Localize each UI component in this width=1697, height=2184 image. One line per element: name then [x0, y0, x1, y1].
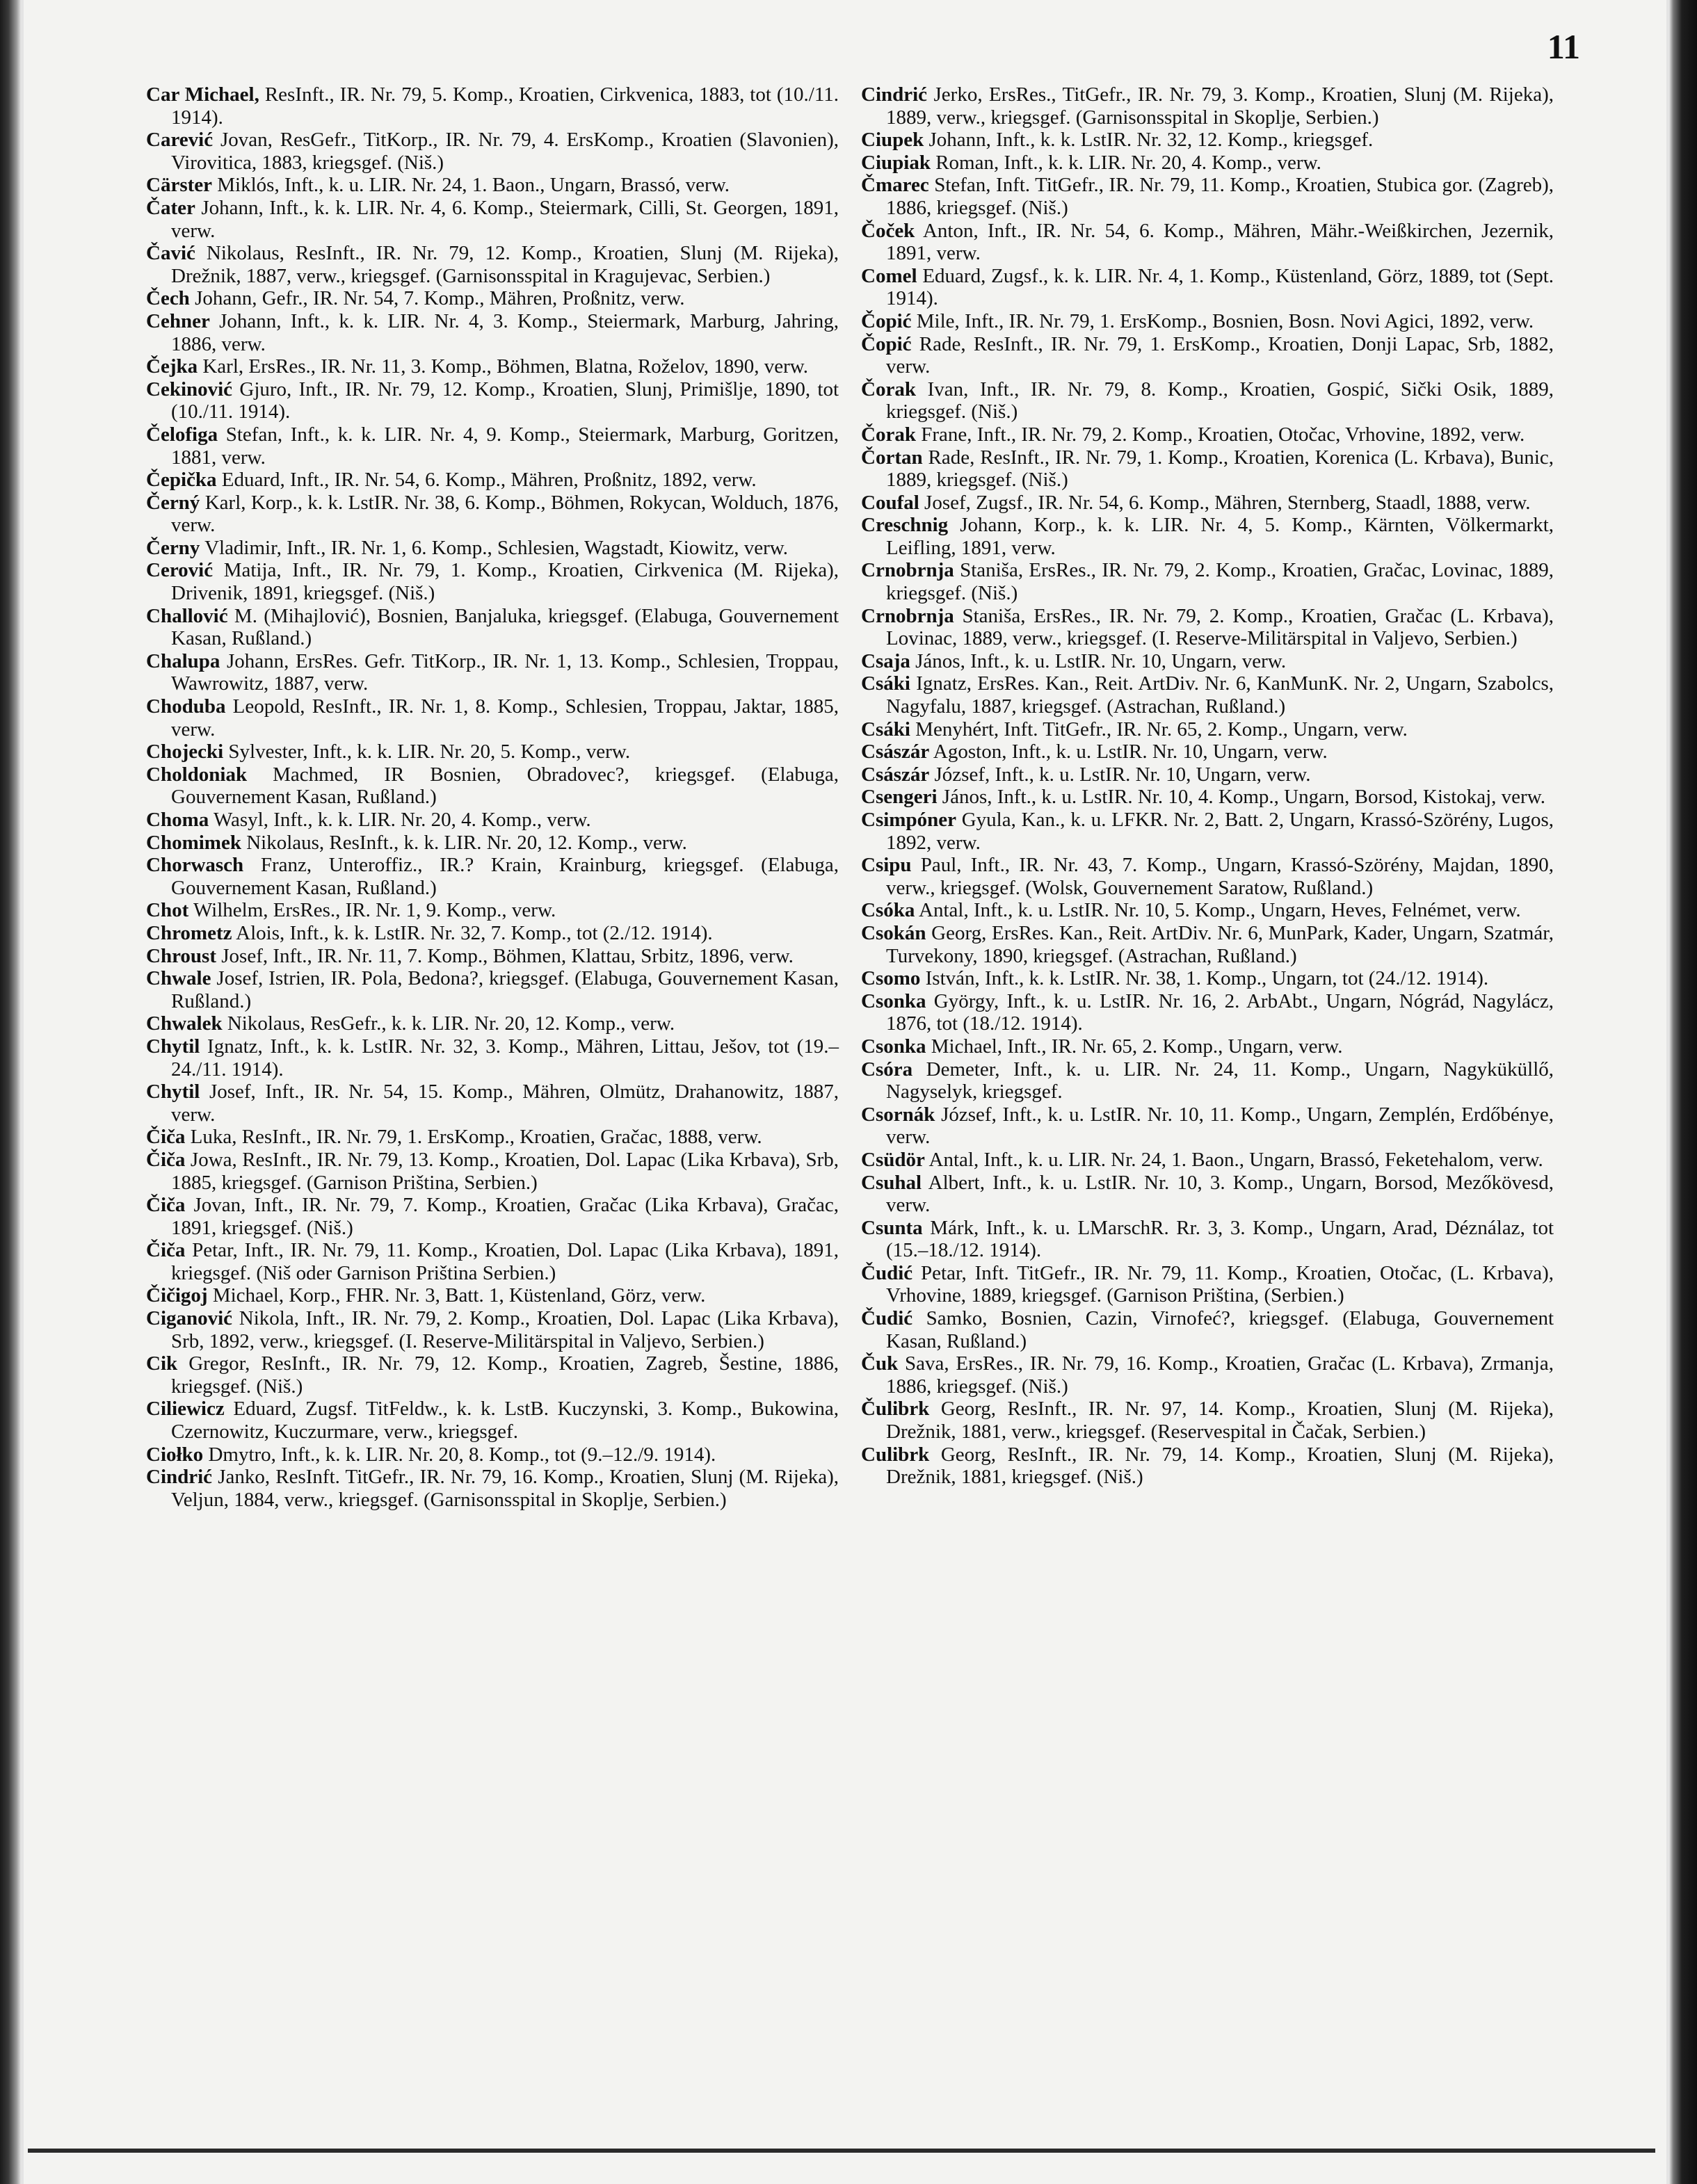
- entry-surname: Csáki: [861, 672, 910, 695]
- entry-surname: Čoček: [861, 219, 915, 242]
- entry-details: Antal, Inft., k. u. LstIR. Nr. 10, 5. Komp., Ungarn, Heves, Felnémet, verw.: [919, 899, 1521, 922]
- casualty-entry: [146, 809, 839, 832]
- casualty-entry: [146, 741, 839, 763]
- entry-details: Johann, ErsRes. Gefr. TitKorp., IR. Nr. 1, 13. Komp., Schlesien, Troppau, Wawrowitz, 1887, verw.: [171, 649, 839, 695]
- casualty-entry: [146, 1239, 839, 1284]
- entry-surname: Čelofiga: [146, 423, 218, 446]
- casualty-entry: [146, 1012, 839, 1035]
- casualty-entry: [146, 355, 839, 378]
- entry-surname: Carević: [146, 129, 214, 152]
- entry-details: István, Inft., k. k. LstIR. Nr. 38, 1. Komp., Ungarn, tot (24./12. 1914).: [925, 967, 1489, 990]
- entry-surname: Čiča: [146, 1126, 186, 1149]
- casualty-entry: [861, 1149, 1554, 1172]
- entry-details: Stefan, Inft. TitGefr., IR. Nr. 79, 11. Komp., Kroatien, Stubica gor. (Zagreb), 1886, kriegsgef. (Niš.): [886, 174, 1554, 219]
- casualty-entry: [146, 310, 839, 355]
- entry-surname: Čorak: [861, 423, 916, 446]
- entry-surname: Challović: [146, 604, 228, 627]
- entry-surname: Cik: [146, 1352, 178, 1375]
- casualty-entry: [861, 446, 1554, 492]
- entry-details: Johann, Gefr., IR. Nr. 54, 7. Komp., Mähren, Proßnitz, verw.: [195, 287, 685, 310]
- entry-details: Johann, Korp., k. k. LIR. Nr. 4, 5. Komp., Kärnten, Völkermarkt, Leifling, 1891, verw.: [886, 514, 1554, 559]
- entry-details: Gyula, Kan., k. u. LFKR. Nr. 2, Batt. 2, Ungarn, Krassó-Szörény, Lugos, 1892, verw.: [886, 809, 1554, 854]
- entry-details: Nikolaus, ResGefr., k. k. LIR. Nr. 20, 12. Komp., verw.: [227, 1012, 675, 1035]
- entry-details: János, Inft., k. u. LstIR. Nr. 10, 4. Komp., Ungarn, Borsod, Kistokaj, verw.: [942, 786, 1546, 809]
- entry-surname: Ciupiak: [861, 151, 931, 174]
- casualty-entry: [146, 423, 839, 469]
- casualty-entry: [861, 809, 1554, 854]
- entry-details: Eduard, Zugsf. TitFeldw., k. k. LstB. Kuczynski, 3. Komp., Bukowina, Czernowitz, Kuczurmare, verw., kriegsgef.: [171, 1398, 839, 1443]
- casualty-entry: [146, 1081, 839, 1126]
- entry-details: Vladimir, Inft., IR. Nr. 1, 6. Komp., Schlesien, Wagstadt, Kiowitz, verw.: [204, 536, 789, 559]
- entry-surname: Čičigoj: [146, 1284, 208, 1307]
- casualty-entry: [861, 310, 1554, 333]
- casualty-entry: [861, 1398, 1554, 1443]
- casualty-entry: [861, 514, 1554, 559]
- casualty-entry: [861, 559, 1554, 604]
- casualty-entry: [146, 1466, 839, 1511]
- casualty-entry: [146, 899, 839, 922]
- casualty-entry: [146, 242, 839, 287]
- entry-surname: Čech: [146, 287, 190, 310]
- entry-details: Machmed, IR Bosnien, Obradovec?, kriegsgef. (Elabuga, Gouvernement Kasan, Rußland.): [171, 763, 839, 809]
- casualty-entry: [861, 423, 1554, 446]
- entry-details: Eduard, Zugsf., k. k. LIR. Nr. 4, 1. Komp., Küstenland, Görz, 1889, tot (Sept. 1914).: [886, 264, 1554, 310]
- entry-details: Alois, Inft., k. k. LstIR. Nr. 32, 7. Komp., tot (2./12. 1914).: [236, 921, 713, 944]
- casualty-entry: [146, 695, 839, 741]
- entry-details: Jovan, ResGefr., TitKorp., IR. Nr. 79, 4. ErsKomp., Kroatien (Slavonien), Virovitica, 1883, kriegsgef. (Niš.): [171, 129, 839, 174]
- entry-details: Staniša, ErsRes., IR. Nr. 79, 2. Komp., Kroatien, Gračac, Lovinac, 1889, kriegsgef. (Niš.): [886, 559, 1554, 605]
- casualty-entry: [861, 718, 1554, 741]
- casualty-entry: [861, 378, 1554, 423]
- entry-details: Georg, ResInft., IR. Nr. 97, 14. Komp., Kroatien, Slunj (M. Rijeka), Drežnik, 1881, verw., kriegsgef. (Reservespital in Čačak, Serbien.): [886, 1398, 1554, 1443]
- casualty-entry: [861, 1217, 1554, 1262]
- entry-surname: Čopić: [861, 309, 912, 332]
- entry-details: Karl, ErsRes., IR. Nr. 11, 3. Komp., Böhmen, Blatna, Roželov, 1890, verw.: [202, 355, 809, 378]
- entry-surname: Chytil: [146, 1081, 200, 1103]
- entry-surname: Černy: [146, 536, 200, 559]
- entry-details: Demeter, Inft., k. u. LIR. Nr. 24, 11. Komp., Ungarn, Nagyküküllő, Nagyselyk, kriegsgef.: [886, 1058, 1554, 1103]
- entry-surname: Csóra: [861, 1058, 913, 1081]
- entry-details: Sylvester, Inft., k. k. LIR. Nr. 20, 5. Komp., verw.: [228, 741, 631, 763]
- casualty-entry: [146, 945, 839, 968]
- casualty-entry: [861, 922, 1554, 967]
- entry-details: Samko, Bosnien, Cazin, Virnofeć?, kriegsgef. (Elabuga, Gouvernement Kasan, Rußland.): [886, 1307, 1554, 1352]
- entry-surname: Chytil: [146, 1035, 200, 1058]
- entry-surname: Černý: [146, 491, 200, 514]
- entry-details: Michael, Korp., FHR. Nr. 3, Batt. 1, Küstenland, Görz, verw.: [212, 1284, 706, 1307]
- entry-surname: Čepička: [146, 469, 217, 492]
- casualty-entry: [861, 650, 1554, 673]
- entry-surname: Csokán: [861, 921, 926, 944]
- casualty-entry: [146, 197, 839, 242]
- entry-details: Rade, ResInft., IR. Nr. 79, 1. Komp., Kroatien, Korenica (L. Krbava), Bunic, 1889, kriegsgef. (Niš.): [886, 446, 1554, 492]
- entry-details: Janko, ResInft. TitGefr., IR. Nr. 79, 16. Komp., Kroatien, Slunj (M. Rijeka), Veljun, 1884, verw., kriegsgef. (Garnisonsspital in Skoplje, Serbien.): [171, 1466, 839, 1511]
- left-column: [146, 83, 839, 1511]
- entry-details: Paul, Inft., IR. Nr. 43, 7. Komp., Ungarn, Krassó-Szörény, Majdan, 1890, verw., kriegsgef. (Wolsk, Gouvernement Saratow, Rußland.): [886, 854, 1554, 899]
- entry-surname: Choma: [146, 809, 209, 831]
- entry-details: Georg, ResInft., IR. Nr. 79, 14. Komp., Kroatien, Slunj (M. Rijeka), Drežnik, 1881, kriegsgef. (Niš.): [886, 1443, 1554, 1489]
- entry-surname: Čejka: [146, 355, 198, 378]
- entry-surname: Čmarec: [861, 174, 929, 197]
- entry-surname: Culibrk: [861, 1443, 930, 1466]
- casualty-entry: [861, 899, 1554, 922]
- casualty-entry: [146, 469, 839, 492]
- entry-surname: Cärster: [146, 174, 213, 197]
- entry-surname: Csunta: [861, 1216, 923, 1239]
- entry-surname: Chrometz: [146, 921, 232, 944]
- casualty-entry: [146, 1149, 839, 1194]
- entry-surname: Choldoniak: [146, 763, 248, 786]
- entry-details: Petar, Inft., IR. Nr. 79, 11. Komp., Kroatien, Dol. Lapac (Lika Krbava), 1891, kriegsgef. (Niš oder Garnison Priština Serbien.): [171, 1239, 839, 1284]
- casualty-entry: [861, 786, 1554, 809]
- document-page: [24, 0, 1666, 2184]
- casualty-entry: [861, 741, 1554, 763]
- entry-details: Sava, ErsRes., IR. Nr. 79, 16. Komp., Kroatien, Gračac (L. Krbava), Zrmanja, 1886, kriegsgef. (Niš.): [886, 1352, 1554, 1398]
- casualty-entry: [861, 1307, 1554, 1352]
- entry-details: Matija, Inft., IR. Nr. 79, 1. Komp., Kroatien, Cirkvenica (M. Rijeka), Drivenik, 1891, kriegsgef. (Niš.): [171, 559, 839, 605]
- casualty-entry: [861, 220, 1554, 265]
- casualty-entry: [146, 1398, 839, 1443]
- entry-details: Menyhért, Inft. TitGefr., IR. Nr. 65, 2. Komp., Ungarn, verw.: [915, 718, 1408, 741]
- entry-details: Josef, Inft., IR. Nr. 11, 7. Komp., Böhmen, Klattau, Srbitz, 1896, verw.: [221, 944, 794, 967]
- entry-details: Franz, Unteroffiz., IR.? Krain, Krainburg, kriegsgef. (Elabuga, Gouvernement Kasan, Rußland.): [171, 854, 839, 899]
- casualty-entry: [146, 287, 839, 310]
- entry-details: Staniša, ErsRes., IR. Nr. 79, 2. Komp., Kroatien, Gračac (L. Krbava), Lovinac, 1889, verw., kriegsgef. (I. Reserve-Militärspital in Valjevo, Serbien.): [886, 604, 1554, 650]
- casualty-entry: [861, 333, 1554, 378]
- entry-surname: Čiča: [146, 1194, 186, 1217]
- entry-details: Anton, Inft., IR. Nr. 54, 6. Komp., Mähren, Mähr.-Weißkirchen, Jezernik, 1891, verw.: [886, 219, 1554, 265]
- casualty-entry: [146, 1352, 839, 1398]
- entry-surname: Csüdör: [861, 1148, 925, 1171]
- entry-surname: Crnobrnja: [861, 559, 954, 582]
- casualty-entry: [861, 854, 1554, 899]
- casualty-entry: [861, 1103, 1554, 1149]
- entry-details: Jerko, ErsRes., TitGefr., IR. Nr. 79, 3. Komp., Kroatien, Slunj (M. Rijeka), 1889, verw., kriegsgef. (Garnisonsspital in Skoplje, Serbien.): [886, 83, 1554, 129]
- entry-details: Petar, Inft. TitGefr., IR. Nr. 79, 11. Komp., Kroatien, Otočac, (L. Krbava), Vrhovine, 1889, kriegsgef. (Garnison Priština, (Serbien.): [886, 1261, 1554, 1307]
- entry-surname: Choduba: [146, 695, 226, 718]
- entry-surname: Car Michael,: [146, 83, 259, 106]
- right-column: [861, 83, 1554, 1489]
- entry-surname: Čiča: [146, 1239, 186, 1262]
- casualty-entry: [146, 1194, 839, 1239]
- entry-surname: Cehner: [146, 309, 210, 332]
- entry-details: Johann, Inft., k. k. LIR. Nr. 4, 6. Komp., Steiermark, Cilli, St. Georgen, 1891, verw.: [171, 196, 839, 242]
- casualty-entry: [146, 1284, 839, 1307]
- entry-surname: Čuk: [861, 1352, 899, 1375]
- entry-surname: Chalupa: [146, 649, 220, 672]
- entry-details: Johann, Inft., k. k. LstIR. Nr. 32, 12. Komp., kriegsgef.: [928, 129, 1374, 152]
- entry-surname: Chroust: [146, 944, 216, 967]
- casualty-entry: [146, 559, 839, 604]
- entry-details: Eduard, Inft., IR. Nr. 54, 6. Komp., Mähren, Proßnitz, 1892, verw.: [221, 469, 757, 492]
- entry-details: Nikolaus, ResInft., k. k. LIR. Nr. 20, 12. Komp., verw.: [246, 831, 687, 854]
- entry-surname: Ciołko: [146, 1443, 204, 1466]
- casualty-entry: [861, 967, 1554, 990]
- entry-surname: Cindrić: [146, 1466, 213, 1489]
- entry-surname: Crnobrnja: [861, 604, 954, 627]
- entry-details: Ivan, Inft., IR. Nr. 79, 8. Komp., Kroatien, Gospić, Sički Osik, 1889, kriegsgef. (Niš.): [886, 378, 1554, 423]
- entry-surname: Chomimek: [146, 831, 241, 854]
- casualty-entry: [861, 174, 1554, 219]
- entry-details: Rade, ResInft., IR. Nr. 79, 1. ErsKomp., Kroatien, Donji Lapac, Srb, 1882, verw.: [886, 332, 1554, 378]
- entry-surname: Creschnig: [861, 514, 949, 537]
- entry-surname: Čater: [146, 196, 195, 219]
- casualty-entry: [861, 672, 1554, 718]
- casualty-entry: [146, 378, 839, 423]
- entry-surname: Csengeri: [861, 786, 938, 809]
- entry-surname: Csáki: [861, 718, 910, 741]
- casualty-entry: [146, 174, 839, 197]
- entry-details: József, Inft., k. u. LstIR. Nr. 10, Ungarn, verw.: [934, 763, 1311, 786]
- entry-surname: Csuhal: [861, 1171, 922, 1194]
- casualty-entry: [146, 83, 839, 129]
- entry-surname: Csaja: [861, 649, 910, 672]
- casualty-entry: [861, 1035, 1554, 1058]
- casualty-entry: [861, 129, 1554, 152]
- entry-surname: Császár: [861, 741, 930, 763]
- entry-details: József, Inft., k. u. LstIR. Nr. 10, 11. Komp., Ungarn, Zemplén, Erdőbénye, verw.: [886, 1103, 1554, 1149]
- entry-details: Ignatz, Inft., k. k. LstIR. Nr. 32, 3. Komp., Mähren, Littau, Ješov, tot (19.–24./11. 1914).: [171, 1035, 839, 1081]
- entry-details: Leopold, ResInft., IR. Nr. 1, 8. Komp., Schlesien, Troppau, Jaktar, 1885, verw.: [171, 695, 839, 741]
- casualty-entry: [146, 832, 839, 855]
- casualty-entry: [861, 1262, 1554, 1307]
- entry-details: Stefan, Inft., k. k. LIR. Nr. 4, 9. Komp., Steiermark, Marburg, Goritzen, 1881, verw.: [171, 423, 839, 469]
- entry-details: Karl, Korp., k. k. LstIR. Nr. 38, 6. Komp., Böhmen, Rokycan, Wolduch, 1876, verw.: [171, 491, 839, 537]
- entry-details: Miklós, Inft., k. u. LIR. Nr. 24, 1. Baon., Ungarn, Brassó, verw.: [217, 174, 730, 197]
- entry-details: ResInft., IR. Nr. 79, 5. Komp., Kroatien, Cirkvenica, 1883, tot (10./11. 1914).: [171, 83, 839, 129]
- casualty-entry: [146, 1307, 839, 1352]
- entry-details: Johann, Inft., k. k. LIR. Nr. 4, 3. Komp., Steiermark, Marburg, Jahring, 1886, verw.: [171, 309, 839, 355]
- casualty-entry: [146, 650, 839, 695]
- entry-surname: Cerović: [146, 559, 214, 582]
- entry-surname: Chorwasch: [146, 854, 244, 877]
- entry-details: Josef, Istrien, IR. Pola, Bedona?, kriegsgef. (Elabuga, Gouvernement Kasan, Rußland.): [171, 967, 839, 1012]
- casualty-entry: [146, 967, 839, 1012]
- casualty-entry: [146, 922, 839, 945]
- entry-surname: Csimpóner: [861, 809, 956, 831]
- entry-surname: Csornák: [861, 1103, 935, 1126]
- entry-surname: Ciganović: [146, 1307, 233, 1330]
- entry-surname: Császár: [861, 763, 930, 786]
- entry-details: Josef, Zugsf., IR. Nr. 54, 6. Komp., Mähren, Sternberg, Staadl, 1888, verw.: [924, 491, 1531, 514]
- casualty-entry: [146, 854, 839, 899]
- casualty-entry: [861, 265, 1554, 310]
- entry-surname: Cekinović: [146, 378, 233, 401]
- entry-surname: Chwalek: [146, 1012, 223, 1035]
- entry-surname: Cindrić: [861, 83, 928, 106]
- entry-details: Agoston, Inft., k. u. LstIR. Nr. 10, Ungarn, verw.: [933, 741, 1328, 763]
- entry-details: Wilhelm, ErsRes., IR. Nr. 1, 9. Komp., verw.: [193, 899, 556, 922]
- entry-surname: Csonka: [861, 1035, 926, 1058]
- scan-left-edge: [0, 0, 21, 2184]
- casualty-entry: [861, 990, 1554, 1035]
- entry-surname: Čudić: [861, 1261, 913, 1284]
- entry-surname: Chot: [146, 899, 189, 922]
- casualty-entry: [861, 1172, 1554, 1217]
- casualty-entry: [146, 763, 839, 809]
- entry-surname: Čiča: [146, 1148, 186, 1171]
- page-number: 11: [1547, 27, 1580, 66]
- scan-right-edge: [1669, 0, 1697, 2184]
- entry-details: Nikolaus, ResInft., IR. Nr. 79, 12. Komp., Kroatien, Slunj (M. Rijeka), Drežnik, 1887, verw., kriegsgef. (Garnisonsspital in Kragujevac, Serbien.): [171, 242, 839, 287]
- entry-surname: Csonka: [861, 989, 926, 1012]
- entry-details: M. (Mihajlović), Bosnien, Banjaluka, kriegsgef. (Elabuga, Gouvernement Kasan, Rußland.): [171, 604, 839, 650]
- casualty-entry: [146, 492, 839, 537]
- entry-details: Márk, Inft., k. u. LMarschR. Rr. 3, 3. Komp., Ungarn, Arad, Déználaz, tot (15.–18./12. 1914).: [886, 1216, 1554, 1262]
- scan-bottom-edge: [28, 2149, 1655, 2153]
- entry-surname: Csóka: [861, 899, 915, 922]
- entry-details: Michael, Inft., IR. Nr. 65, 2. Komp., Ungarn, verw.: [931, 1035, 1343, 1058]
- entry-surname: Csipu: [861, 854, 912, 877]
- casualty-entry: [861, 83, 1554, 129]
- entry-details: Wasyl, Inft., k. k. LIR. Nr. 20, 4. Komp., verw.: [213, 809, 591, 831]
- entry-surname: Csomo: [861, 967, 921, 990]
- entry-surname: Čulibrk: [861, 1398, 930, 1421]
- entry-surname: Chojecki: [146, 741, 224, 763]
- entry-details: Jowa, ResInft., IR. Nr. 79, 13. Komp., Kroatien, Dol. Lapac (Lika Krbava), Srb, 1885, kriegsgef. (Garnison Priština, Serbien.): [171, 1148, 839, 1194]
- entry-surname: Ciupek: [861, 129, 924, 152]
- entry-details: Nikola, Inft., IR. Nr. 79, 2. Komp., Kroatien, Dol. Lapac (Lika Krbava), Srb, 1892, verw., kriegsgef. (I. Reserve-Militärspital in Valjevo, Serbien.): [171, 1307, 839, 1352]
- casualty-entry: [146, 537, 839, 560]
- entry-details: Gjuro, Inft., IR. Nr. 79, 12. Komp., Kroatien, Slunj, Primišlje, 1890, tot (10./11. 1914).: [171, 378, 839, 423]
- casualty-entry: [861, 763, 1554, 786]
- entry-surname: Čortan: [861, 446, 923, 469]
- entry-details: Ignatz, ErsRes. Kan., Reit. ArtDiv. Nr. 6, KanMunK. Nr. 2, Ungarn, Szabolcs, Nagyfalu, 1887, kriegsgef. (Astrachan, Rußland.): [886, 672, 1554, 718]
- casualty-entry: [146, 1126, 839, 1149]
- casualty-entry: [861, 1352, 1554, 1398]
- entry-details: János, Inft., k. u. LstIR. Nr. 10, Ungarn, verw.: [915, 649, 1287, 672]
- casualty-entry: [861, 1443, 1554, 1489]
- casualty-entry: [861, 152, 1554, 175]
- entry-surname: Chwale: [146, 967, 211, 990]
- entry-surname: Čavić: [146, 242, 195, 265]
- entry-details: Frane, Inft., IR. Nr. 79, 2. Komp., Kroatien, Otočac, Vrhovine, 1892, verw.: [921, 423, 1525, 446]
- entry-surname: Comel: [861, 264, 917, 287]
- entry-surname: Coufal: [861, 491, 919, 514]
- entry-details: Gregor, ResInft., IR. Nr. 79, 12. Komp., Kroatien, Zagreb, Šestine, 1886, kriegsgef. (Niš.): [171, 1352, 839, 1398]
- casualty-entry: [146, 1443, 839, 1466]
- casualty-entry: [146, 605, 839, 650]
- entry-details: Josef, Inft., IR. Nr. 54, 15. Komp., Mähren, Olmütz, Drahanowitz, 1887, verw.: [171, 1081, 839, 1126]
- entry-details: Antal, Inft., k. u. LIR. Nr. 24, 1. Baon., Ungarn, Brassó, Feketehalom, verw.: [928, 1148, 1543, 1171]
- entry-details: Albert, Inft., k. u. LstIR. Nr. 10, 3. Komp., Ungarn, Borsod, Mezőkövesd, verw.: [886, 1171, 1554, 1217]
- entry-surname: Čopić: [861, 332, 912, 355]
- entry-details: Roman, Inft., k. k. LIR. Nr. 20, 4. Komp., verw.: [935, 151, 1321, 174]
- entry-details: Luka, ResInft., IR. Nr. 79, 1. ErsKomp., Kroatien, Gračac, 1888, verw.: [190, 1126, 762, 1149]
- entry-details: Mile, Inft., IR. Nr. 79, 1. ErsKomp., Bosnien, Bosn. Novi Agici, 1892, verw.: [916, 309, 1534, 332]
- entry-surname: Čorak: [861, 378, 916, 401]
- entry-details: Georg, ErsRes. Kan., Reit. ArtDiv. Nr. 6, MunPark, Kader, Ungarn, Szatmár, Turvekony, 1890, kriegsgef. (Astrachan, Rußland.): [886, 921, 1554, 967]
- entry-details: Dmytro, Inft., k. k. LIR. Nr. 20, 8. Komp., tot (9.–12./9. 1914).: [208, 1443, 716, 1466]
- entry-surname: Ciliewicz: [146, 1398, 225, 1421]
- casualty-entry: [146, 1035, 839, 1081]
- entry-details: György, Inft., k. u. LstIR. Nr. 16, 2. ArbAbt., Ungarn, Nógrád, Nagylácz, 1876, tot (18./12. 1914).: [886, 989, 1554, 1035]
- casualty-entry: [861, 492, 1554, 515]
- casualty-entry: [861, 605, 1554, 650]
- entry-details: Jovan, Inft., IR. Nr. 79, 7. Komp., Kroatien, Gračac (Lika Krbava), Gračac, 1891, kriegsgef. (Niš.): [171, 1194, 839, 1239]
- entry-surname: Čudić: [861, 1307, 913, 1330]
- casualty-entry: [146, 129, 839, 174]
- casualty-entry: [861, 1058, 1554, 1103]
